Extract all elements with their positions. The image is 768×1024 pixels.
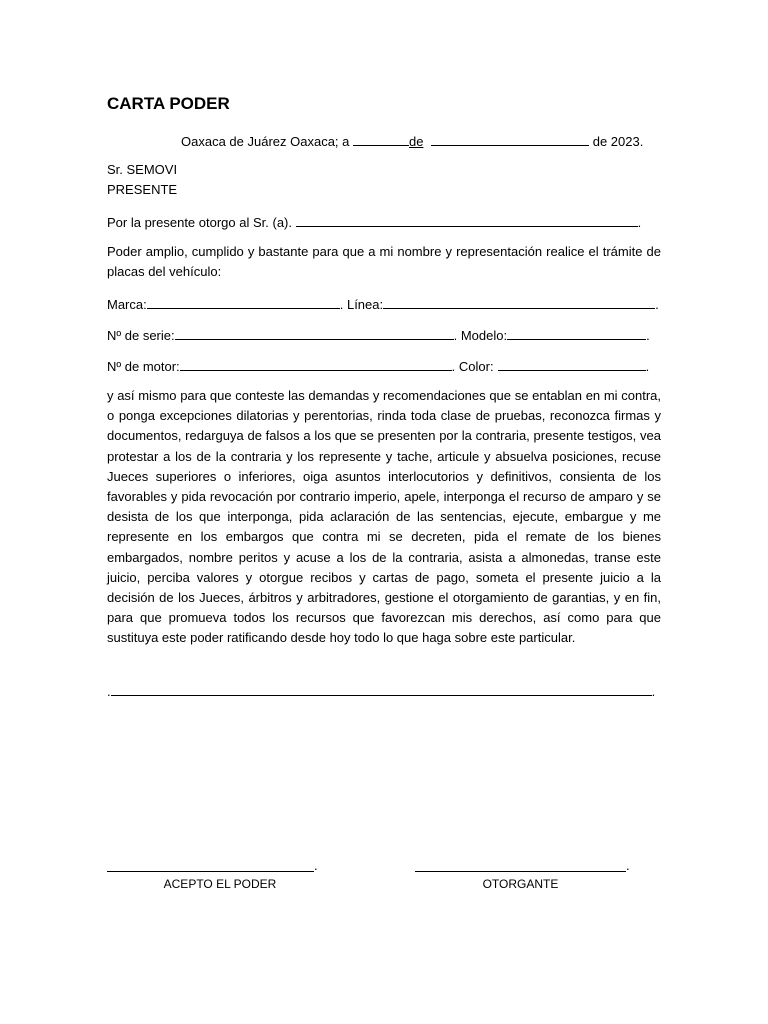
color-label: . Color:: [451, 359, 494, 374]
notes-end: .: [651, 684, 656, 699]
motor-blank[interactable]: [180, 357, 452, 371]
grant-text: Por la presente otorgo al Sr. (a).: [107, 215, 292, 230]
otorgante-label: OTORGANTE: [482, 877, 559, 891]
month-blank[interactable]: [431, 132, 589, 146]
marca-label: Marca:: [107, 297, 147, 312]
date-place: Oaxaca de Juárez Oaxaca; a: [181, 134, 350, 149]
otorgante-signature-dot: .: [626, 858, 630, 873]
grant-line: [107, 213, 641, 231]
marca-blank[interactable]: [147, 295, 340, 309]
linea-blank[interactable]: [383, 295, 655, 309]
notes-start: .: [107, 684, 111, 699]
color-blank[interactable]: [498, 357, 646, 371]
acepto-label: ACEPTO EL PODER: [163, 877, 277, 891]
notes-blank[interactable]: [111, 682, 652, 696]
modelo-blank[interactable]: [507, 326, 646, 340]
serie-label: Nº de serie:: [107, 328, 175, 343]
date-year: de 2023.: [592, 134, 644, 149]
document-title: CARTA PODER: [107, 94, 230, 113]
modelo-end: .: [646, 328, 650, 343]
modelo-label: . Modelo:: [453, 328, 508, 343]
date-de-word: de: [409, 134, 424, 149]
acepto-signature-dot: .: [314, 858, 318, 873]
motor-label: Nº de motor:: [107, 359, 180, 374]
color-end: .: [645, 359, 650, 374]
date-line: [181, 132, 643, 150]
addressee-salutation: PRESENTE: [107, 182, 178, 197]
serie-blank[interactable]: [175, 326, 454, 340]
marca-linea-line: [107, 295, 659, 313]
grantee-blank[interactable]: [296, 213, 638, 227]
grant-end: .: [637, 215, 642, 230]
intro-paragraph: Poder amplio, cumplido y bastante para que a mi nombre y representación realice el trámite de placas del vehículo:: [107, 244, 661, 280]
otorgante-signature-line[interactable]: [415, 871, 626, 872]
powers-paragraph: y así mismo para que conteste las demandas y recomendaciones que se entablan en mi contra, o ponga excepciones dilatorias y perentorias, rinda toda clase de pruebas, reconozca firmas y documentos, redarguya de falsos a los que se presenten por la contraria, presente testigos, vea protestar a los de la contraria y los represente y tache, articule y absuelva posiciones, recuse Jueces superiores o inferiores, oiga asuntos interlocutorios y definitivos, consienta de los favorables y pida revocación por contrario imperio, apele, interponga el recurso de amparo y se desista de los que interponga, pida aclaración de las sentencias, ejecute, embargue y me represente en los embargos que contra mi se decreten, pida el remate de los bienes embargados, nombre peritos y acuse a los de la contraria, asista a almonedas, transe este juicio, perciba valores y otorgue recibos y cartas de pago, someta el presente juicio a la decisión de los Jueces, árbitros y arbitradores, gestione el otorgamiento de garantias, y en fin, para que promueva todos los recursos que favorezcan mis derechos, así como para que sustituya este poder ratificando desde hoy todo lo que haga sobre este particular.: [107, 388, 661, 646]
notes-line: [107, 682, 655, 700]
acepto-signature-line[interactable]: [107, 871, 314, 872]
linea-label: . Línea:: [339, 297, 384, 312]
serie-modelo-line: [107, 326, 650, 344]
linea-end: .: [655, 297, 659, 312]
addressee-name: Sr. SEMOVI: [107, 162, 178, 177]
motor-color-line: [107, 357, 649, 375]
day-blank[interactable]: [353, 132, 409, 146]
